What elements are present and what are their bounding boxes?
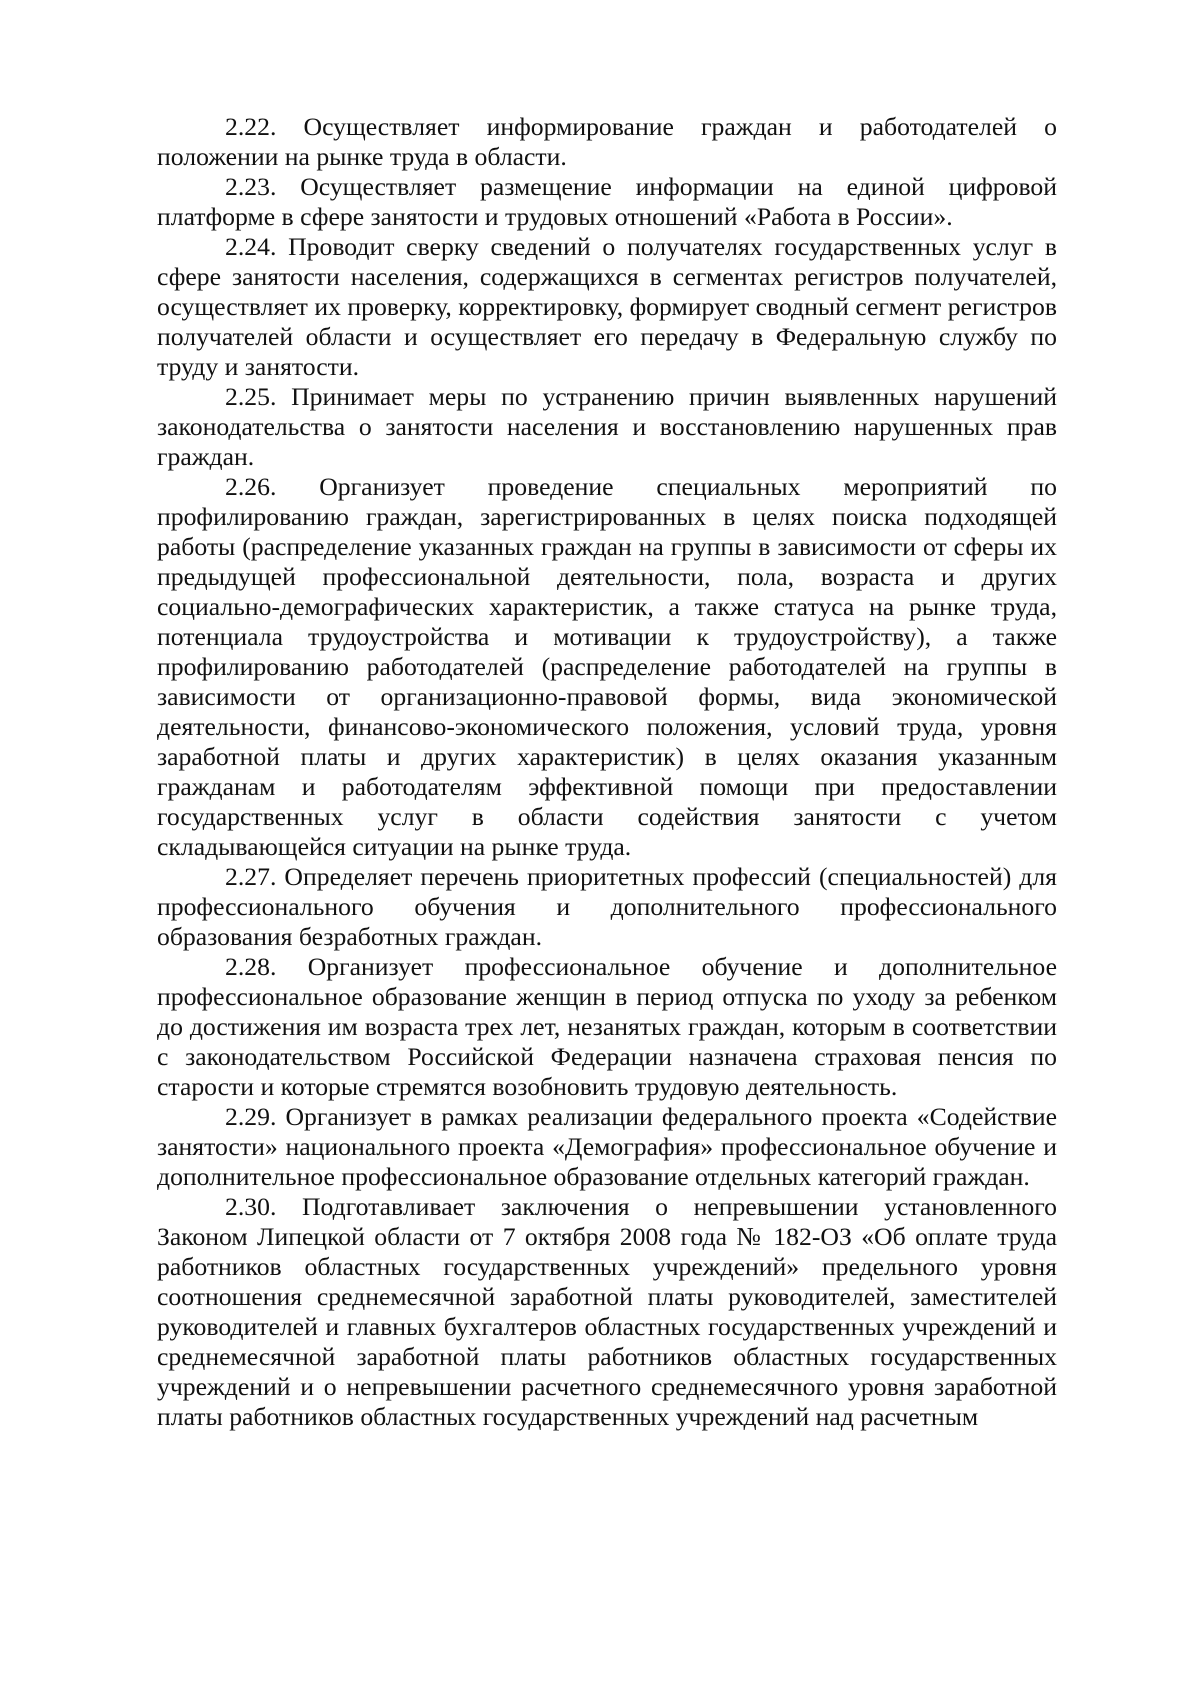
paragraph-text: Осуществляет размещение информации на единой цифровой платформе в сфере занятости и трудовых отношений «Работа в России». — [157, 172, 1058, 231]
paragraph-number: 2.29. — [225, 1102, 277, 1131]
paragraph-text: Организует проведение специальных мероприятий по профилированию граждан, зарегистрированных в целях поиска подходящей работы (распределение указанных граждан на группы в зависимости от сферы их предыдущей профессиональной деятельности, пола, возраста и других социально-демографических характеристик, а также статуса на рынке труда, потенциала трудоустройства и мотивации к трудоустройству), а также профилированию работодателей (распределение работодателей на группы в зависимости от организационно-правовой формы, вида экономической деятельности, финансово-экономического положения, условий труда, уровня заработной платы и других характеристик) в целях оказания указанным гражданам и работодателям эффективной помощи при предоставлении государственных услуг в области содействия занятости с учетом складывающейся ситуации на рынке труда. — [157, 472, 1057, 861]
paragraph-2-24 — [157, 232, 1057, 382]
paragraph-text: Принимает меры по устранению причин выявленных нарушений законодательства о занятости населения и восстановлению нарушенных прав граждан. — [157, 382, 1058, 471]
paragraph-number: 2.24. — [225, 232, 277, 261]
paragraph-2-25 — [157, 382, 1057, 472]
paragraph-2-27 — [157, 862, 1057, 952]
paragraph-2-28 — [157, 952, 1057, 1102]
paragraph-2-22 — [157, 112, 1057, 172]
document-page — [157, 112, 1057, 1432]
paragraph-number: 2.26. — [225, 472, 277, 501]
paragraph-2-23 — [157, 172, 1057, 232]
paragraph-text: Проводит сверку сведений о получателях государственных услуг в сфере занятости населения, содержащихся в сегментах регистров получателей, осуществляет их проверку, корректировку, формирует сводный сегмент регистров получателей области и осуществляет его передачу в Федеральную службу по труду и занятости. — [157, 232, 1057, 381]
paragraph-2-29 — [157, 1102, 1057, 1192]
paragraph-number: 2.25. — [225, 382, 277, 411]
paragraph-text: Организует в рамках реализации федерального проекта «Содействие занятости» национального проекта «Демография» профессиональное обучение и дополнительное профессиональное образование отдельных категорий граждан. — [157, 1102, 1057, 1191]
paragraph-number: 2.23. — [225, 172, 277, 201]
paragraph-number: 2.30. — [225, 1192, 277, 1221]
paragraph-2-26 — [157, 472, 1057, 862]
paragraph-text: Осуществляет информирование граждан и работодателей о положении на рынке труда в области. — [157, 112, 1058, 171]
paragraph-2-30 — [157, 1192, 1057, 1432]
paragraph-text: Организует профессиональное обучение и дополнительное профессиональное образование женщин в период отпуска по уходу за ребенком до достижения им возраста трех лет, незанятых граждан, которым в соответствии с законодательством Российской Федерации назначена страховая пенсия по старости и которые стремятся возобновить трудовую деятельность. — [157, 952, 1057, 1101]
paragraph-number: 2.27. — [225, 862, 277, 891]
paragraph-number: 2.28. — [225, 952, 277, 981]
paragraph-text: Определяет перечень приоритетных профессий (специальностей) для профессионального обучения и дополнительного профессионального образования безработных граждан. — [157, 862, 1057, 951]
paragraph-text: Подготавливает заключения о непревышении установленного Законом Липецкой области от 7 октября 2008 года № 182-ОЗ «Об оплате труда работников областных государственных учреждений» предельного уровня соотношения среднемесячной заработной платы руководителей, заместителей руководителей и главных бухгалтеров областных государственных учреждений и среднемесячной заработной платы работников областных государственных учреждений и о непревышении расчетного среднемесячного уровня заработной платы работников областных государственных учреждений над расчетным — [157, 1192, 1057, 1431]
paragraph-number: 2.22. — [225, 112, 277, 141]
